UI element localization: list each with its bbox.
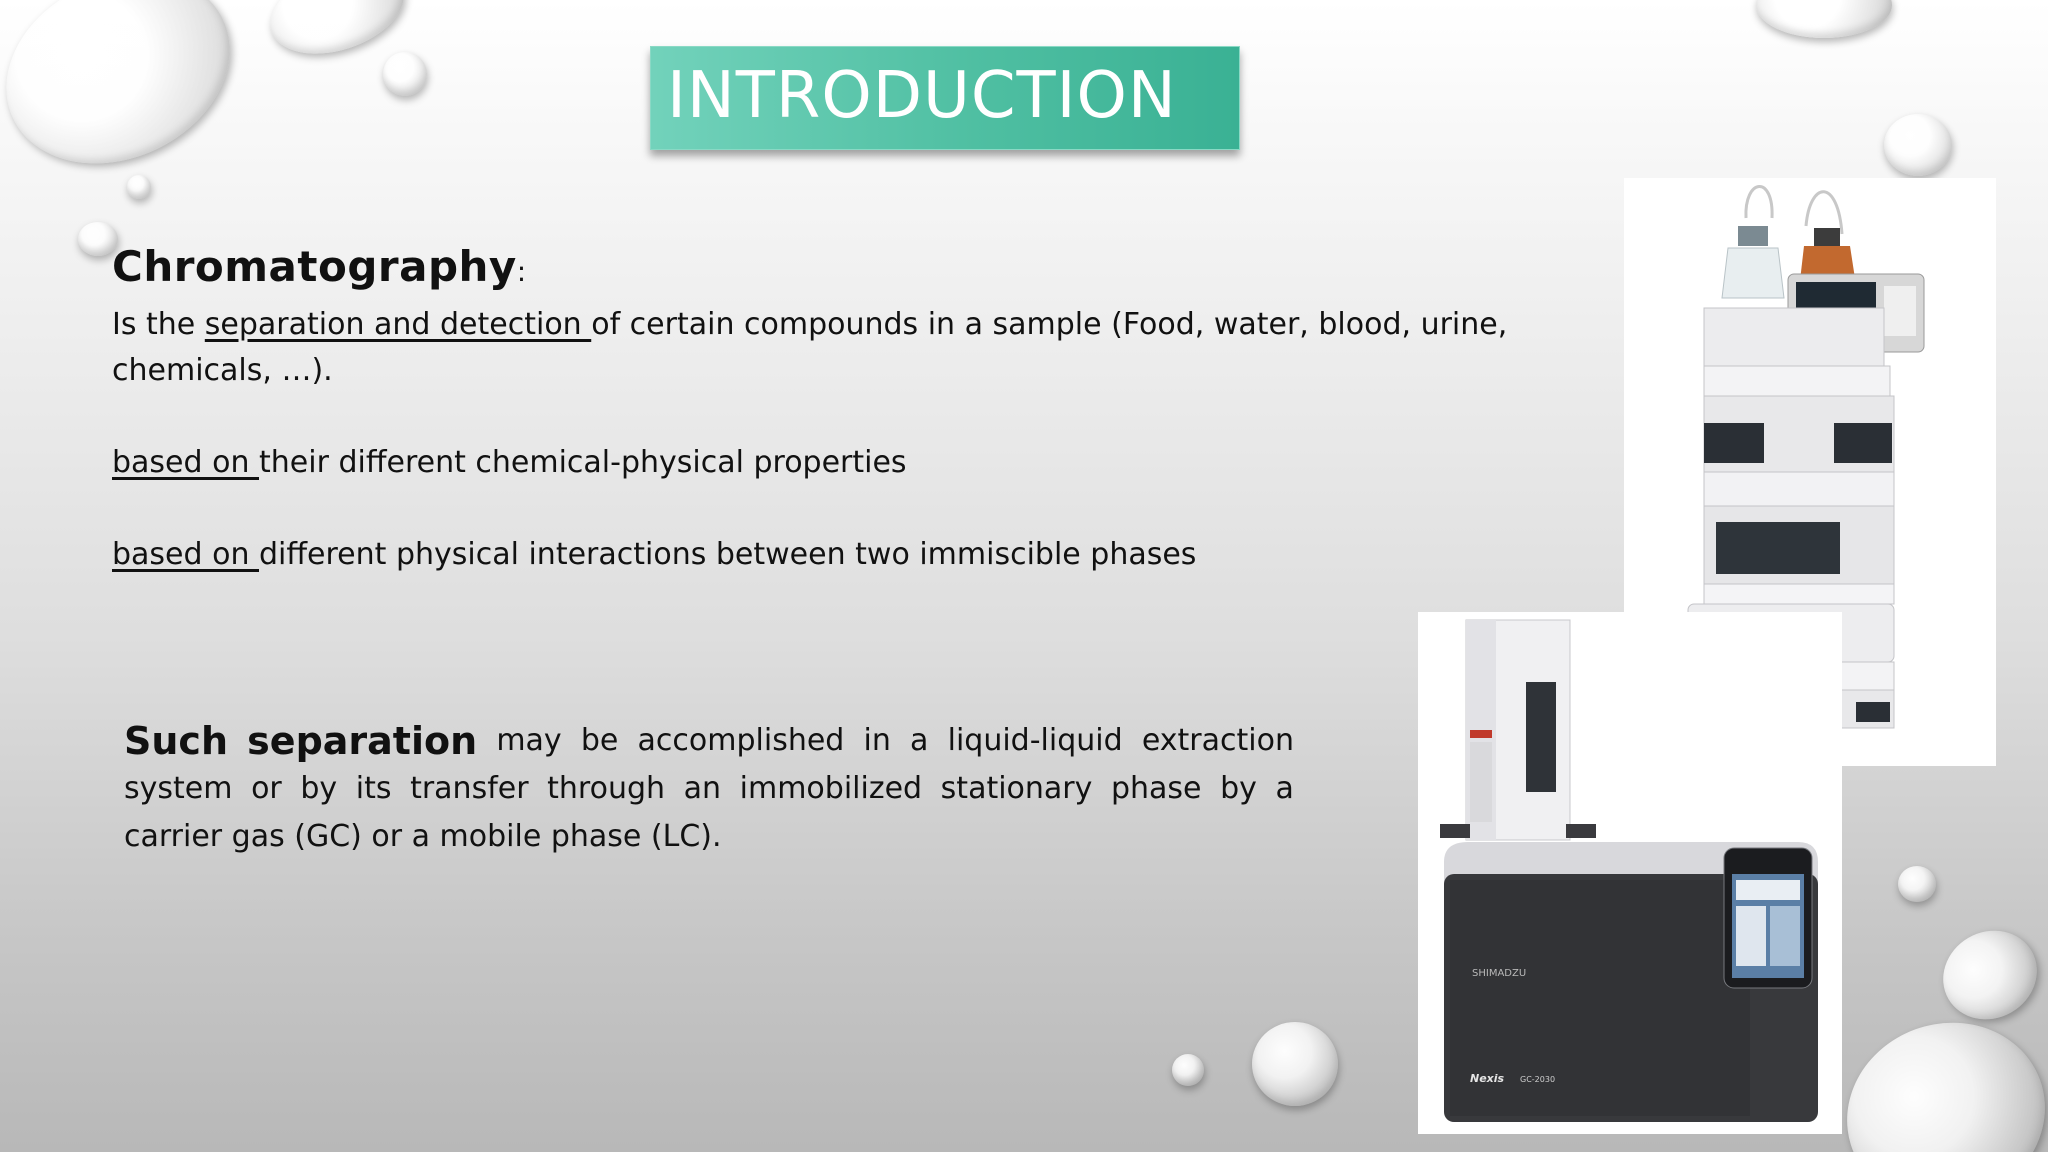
water-droplet-icon [1884,114,1952,176]
title-box [650,46,1240,150]
word: liquid-liquid [947,723,1123,758]
word: an [683,771,722,806]
definition-pre: Is the [112,307,205,342]
word: phase [1110,771,1202,806]
basis2-rest: different physical interactions between two immiscible phases [259,537,1197,572]
definition-paragraph [112,302,1507,394]
word: by [1220,771,1257,806]
word: system [124,771,233,806]
separation-line-3: carrier gas (GC) or a mobile phase (LC). [124,819,722,854]
word: or [251,771,282,806]
water-droplet-icon [1898,866,1936,902]
water-droplet-icon [0,0,261,199]
word: stationary [940,771,1093,806]
definition-post: of certain compounds in a sample (Food, water, blood, urine, [591,307,1508,342]
basis-line-1 [112,440,907,486]
basis2-underlined: based on [112,537,259,572]
water-droplet-icon [1172,1054,1204,1086]
word: Such [124,719,228,763]
gc-brand-label: SHIMADZU [1472,968,1527,979]
word: a [1275,771,1294,806]
word: be [580,723,619,758]
basis1-underlined: based on [112,445,259,480]
gc-model-code: GC-2030 [1520,1075,1556,1084]
definition-line2: chemicals, …). [112,353,333,388]
word: by [300,771,338,806]
word: extraction [1141,723,1294,758]
slide-title: INTRODUCTION [667,59,1177,133]
water-droplet-icon [1252,1022,1338,1106]
separation-paragraph [124,717,1294,861]
heading-word: Chromatography [112,242,517,291]
separation-line-2 [124,765,1294,813]
word: in [863,723,891,758]
word: separation [247,719,478,763]
word: a [910,723,929,758]
word: its [355,771,392,806]
separation-line-1 [124,717,1294,765]
gc-instrument-image [1418,612,1842,1134]
basis1-rest: their different chemical-physical properties [259,445,907,480]
gc-model-label: Nexis [1470,1072,1505,1085]
word: transfer [410,771,529,806]
water-droplet-icon [1927,914,2048,1036]
word: through [547,771,666,806]
water-droplet-icon [1756,0,1892,38]
word: immobilized [739,771,923,806]
word: may [496,723,562,758]
water-droplet-icon [127,175,151,199]
heading [112,242,527,291]
basis-line-2 [112,532,1196,578]
definition-underlined: separation and detection [204,307,592,342]
heading-colon: : [516,255,527,288]
word: accomplished [637,723,845,758]
water-droplet-icon [383,52,427,96]
water-droplet-icon [1821,995,2048,1152]
